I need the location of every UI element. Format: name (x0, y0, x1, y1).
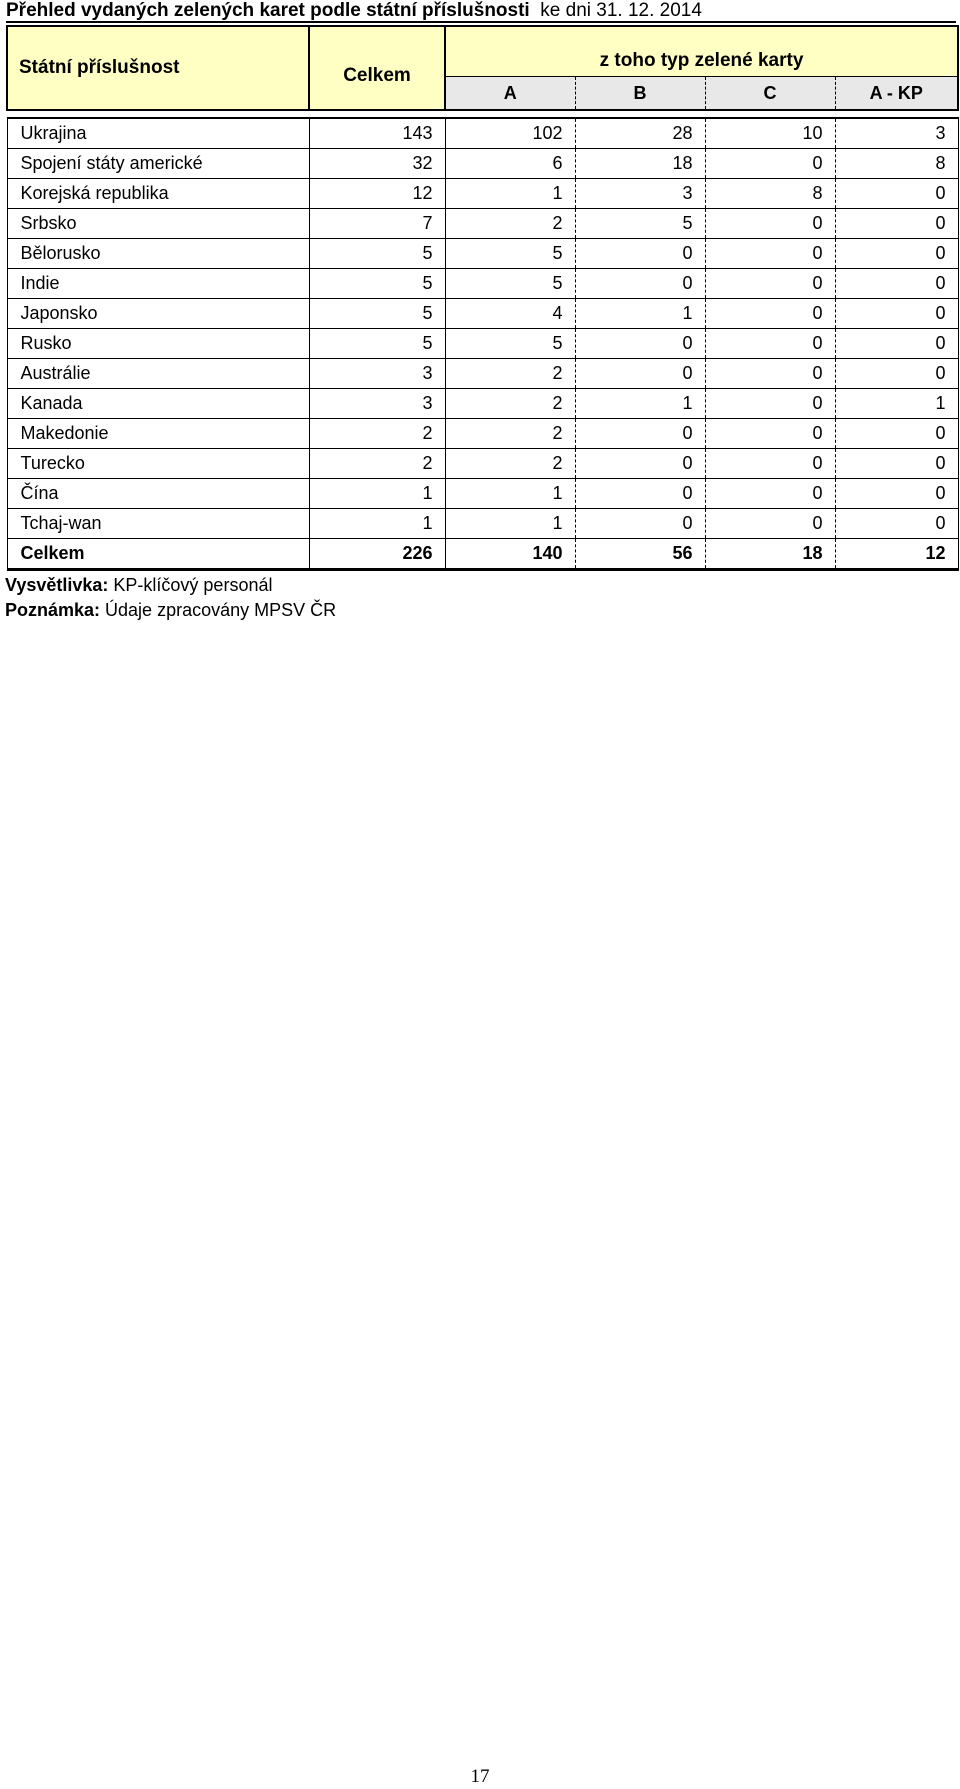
table-body (7, 118, 958, 539)
table-row (7, 359, 958, 389)
total-cell: 3 (309, 359, 445, 389)
country-cell: Srbsko (7, 209, 309, 239)
totals-total: 226 (309, 539, 445, 570)
type-a-cell: 5 (445, 329, 575, 359)
total-cell: 32 (309, 149, 445, 179)
type-a-kp-cell: 0 (835, 269, 958, 299)
totals-b: 56 (575, 539, 705, 570)
table-row (7, 329, 958, 359)
total-cell: 1 (309, 479, 445, 509)
type-a-cell: 1 (445, 509, 575, 539)
table-row (7, 509, 958, 539)
table-row (7, 419, 958, 449)
type-a-kp-cell: 0 (835, 209, 958, 239)
type-a-kp-cell: 0 (835, 299, 958, 329)
type-b-cell: 0 (575, 449, 705, 479)
type-a-cell: 1 (445, 479, 575, 509)
type-a-kp-cell: 1 (835, 389, 958, 419)
table-row (7, 389, 958, 419)
type-c-cell: 10 (705, 118, 835, 149)
type-c-cell: 0 (705, 149, 835, 179)
type-b-cell: 0 (575, 239, 705, 269)
type-a-cell: 2 (445, 449, 575, 479)
type-a-cell: 5 (445, 239, 575, 269)
totals-a: 140 (445, 539, 575, 570)
type-b-cell: 0 (575, 419, 705, 449)
total-cell: 5 (309, 329, 445, 359)
type-b-cell: 1 (575, 389, 705, 419)
type-c-cell: 0 (705, 479, 835, 509)
type-b-cell: 0 (575, 509, 705, 539)
type-c-cell: 0 (705, 239, 835, 269)
type-a-cell: 2 (445, 359, 575, 389)
type-a-cell: 2 (445, 209, 575, 239)
type-a-kp-cell: 0 (835, 359, 958, 389)
type-c-cell: 0 (705, 509, 835, 539)
type-a-kp-cell: 0 (835, 239, 958, 269)
total-cell: 5 (309, 299, 445, 329)
country-cell: Makedonie (7, 419, 309, 449)
table-row (7, 209, 958, 239)
title-rule (6, 21, 956, 23)
green-cards-table (6, 25, 959, 571)
header-card-type-group: z toho typ zelené karty (445, 26, 958, 77)
totals-c: 18 (705, 539, 835, 570)
type-a-kp-cell: 0 (835, 479, 958, 509)
table-row (7, 449, 958, 479)
type-a-kp-cell: 0 (835, 179, 958, 209)
title-date: ke dni 31. 12. 2014 (540, 0, 702, 21)
legend-note (5, 574, 272, 596)
remark-label: Poznámka: (5, 600, 101, 620)
header-country: Státní příslušnost (7, 26, 309, 110)
type-a-kp-cell: 8 (835, 149, 958, 179)
type-a-kp-cell: 0 (835, 419, 958, 449)
country-cell: Turecko (7, 449, 309, 479)
header-type-c: C (705, 77, 835, 111)
country-cell: Japonsko (7, 299, 309, 329)
total-cell: 3 (309, 389, 445, 419)
type-c-cell: 0 (705, 359, 835, 389)
header-type-a-kp: A - KP (835, 77, 958, 111)
type-b-cell: 0 (575, 359, 705, 389)
remark-text: Údaje zpracovány MPSV ČR (100, 600, 337, 620)
totals-row (7, 539, 958, 570)
total-cell: 5 (309, 269, 445, 299)
type-a-cell: 102 (445, 118, 575, 149)
type-b-cell: 28 (575, 118, 705, 149)
total-cell: 7 (309, 209, 445, 239)
country-cell: Bělorusko (7, 239, 309, 269)
header-type-a: A (445, 77, 575, 111)
type-a-kp-cell: 0 (835, 509, 958, 539)
table-row (7, 269, 958, 299)
totals-a-kp: 12 (835, 539, 958, 570)
type-a-cell: 5 (445, 269, 575, 299)
legend-text: KP-klíčový personál (108, 575, 273, 595)
table-row (7, 179, 958, 209)
type-a-cell: 6 (445, 149, 575, 179)
type-c-cell: 0 (705, 299, 835, 329)
total-cell: 143 (309, 118, 445, 149)
type-c-cell: 8 (705, 179, 835, 209)
type-c-cell: 0 (705, 449, 835, 479)
country-cell: Tchaj-wan (7, 509, 309, 539)
table-row (7, 149, 958, 179)
country-cell: Austrálie (7, 359, 309, 389)
type-a-cell: 1 (445, 179, 575, 209)
type-a-kp-cell: 0 (835, 329, 958, 359)
total-cell: 12 (309, 179, 445, 209)
header-spacer (7, 110, 958, 118)
type-c-cell: 0 (705, 389, 835, 419)
remark-note (5, 599, 336, 621)
page-number: 17 (470, 1766, 490, 1787)
table-row (7, 118, 958, 149)
table-row (7, 239, 958, 269)
table-row (7, 299, 958, 329)
type-b-cell: 5 (575, 209, 705, 239)
legend-label: Vysvětlivka: (5, 575, 109, 595)
total-cell: 1 (309, 509, 445, 539)
type-a-cell: 2 (445, 419, 575, 449)
country-cell: Ukrajina (7, 118, 309, 149)
type-b-cell: 1 (575, 299, 705, 329)
type-c-cell: 0 (705, 329, 835, 359)
total-cell: 2 (309, 419, 445, 449)
type-a-kp-cell: 0 (835, 449, 958, 479)
type-c-cell: 0 (705, 269, 835, 299)
total-cell: 5 (309, 239, 445, 269)
document-title (6, 0, 956, 22)
country-cell: Indie (7, 269, 309, 299)
type-b-cell: 0 (575, 329, 705, 359)
type-b-cell: 0 (575, 269, 705, 299)
type-a-cell: 4 (445, 299, 575, 329)
country-cell: Kanada (7, 389, 309, 419)
country-cell: Korejská republika (7, 179, 309, 209)
type-a-cell: 2 (445, 389, 575, 419)
total-cell: 2 (309, 449, 445, 479)
type-c-cell: 0 (705, 209, 835, 239)
totals-label: Celkem (7, 539, 309, 570)
title-main: Přehled vydaných zelených karet podle státní příslušnosti (6, 0, 530, 21)
type-a-kp-cell: 3 (835, 118, 958, 149)
header-total: Celkem (309, 26, 445, 110)
country-cell: Rusko (7, 329, 309, 359)
table-row (7, 479, 958, 509)
type-c-cell: 0 (705, 419, 835, 449)
country-cell: Spojení státy americké (7, 149, 309, 179)
type-b-cell: 18 (575, 149, 705, 179)
type-b-cell: 3 (575, 179, 705, 209)
header-type-b: B (575, 77, 705, 111)
type-b-cell: 0 (575, 479, 705, 509)
country-cell: Čína (7, 479, 309, 509)
